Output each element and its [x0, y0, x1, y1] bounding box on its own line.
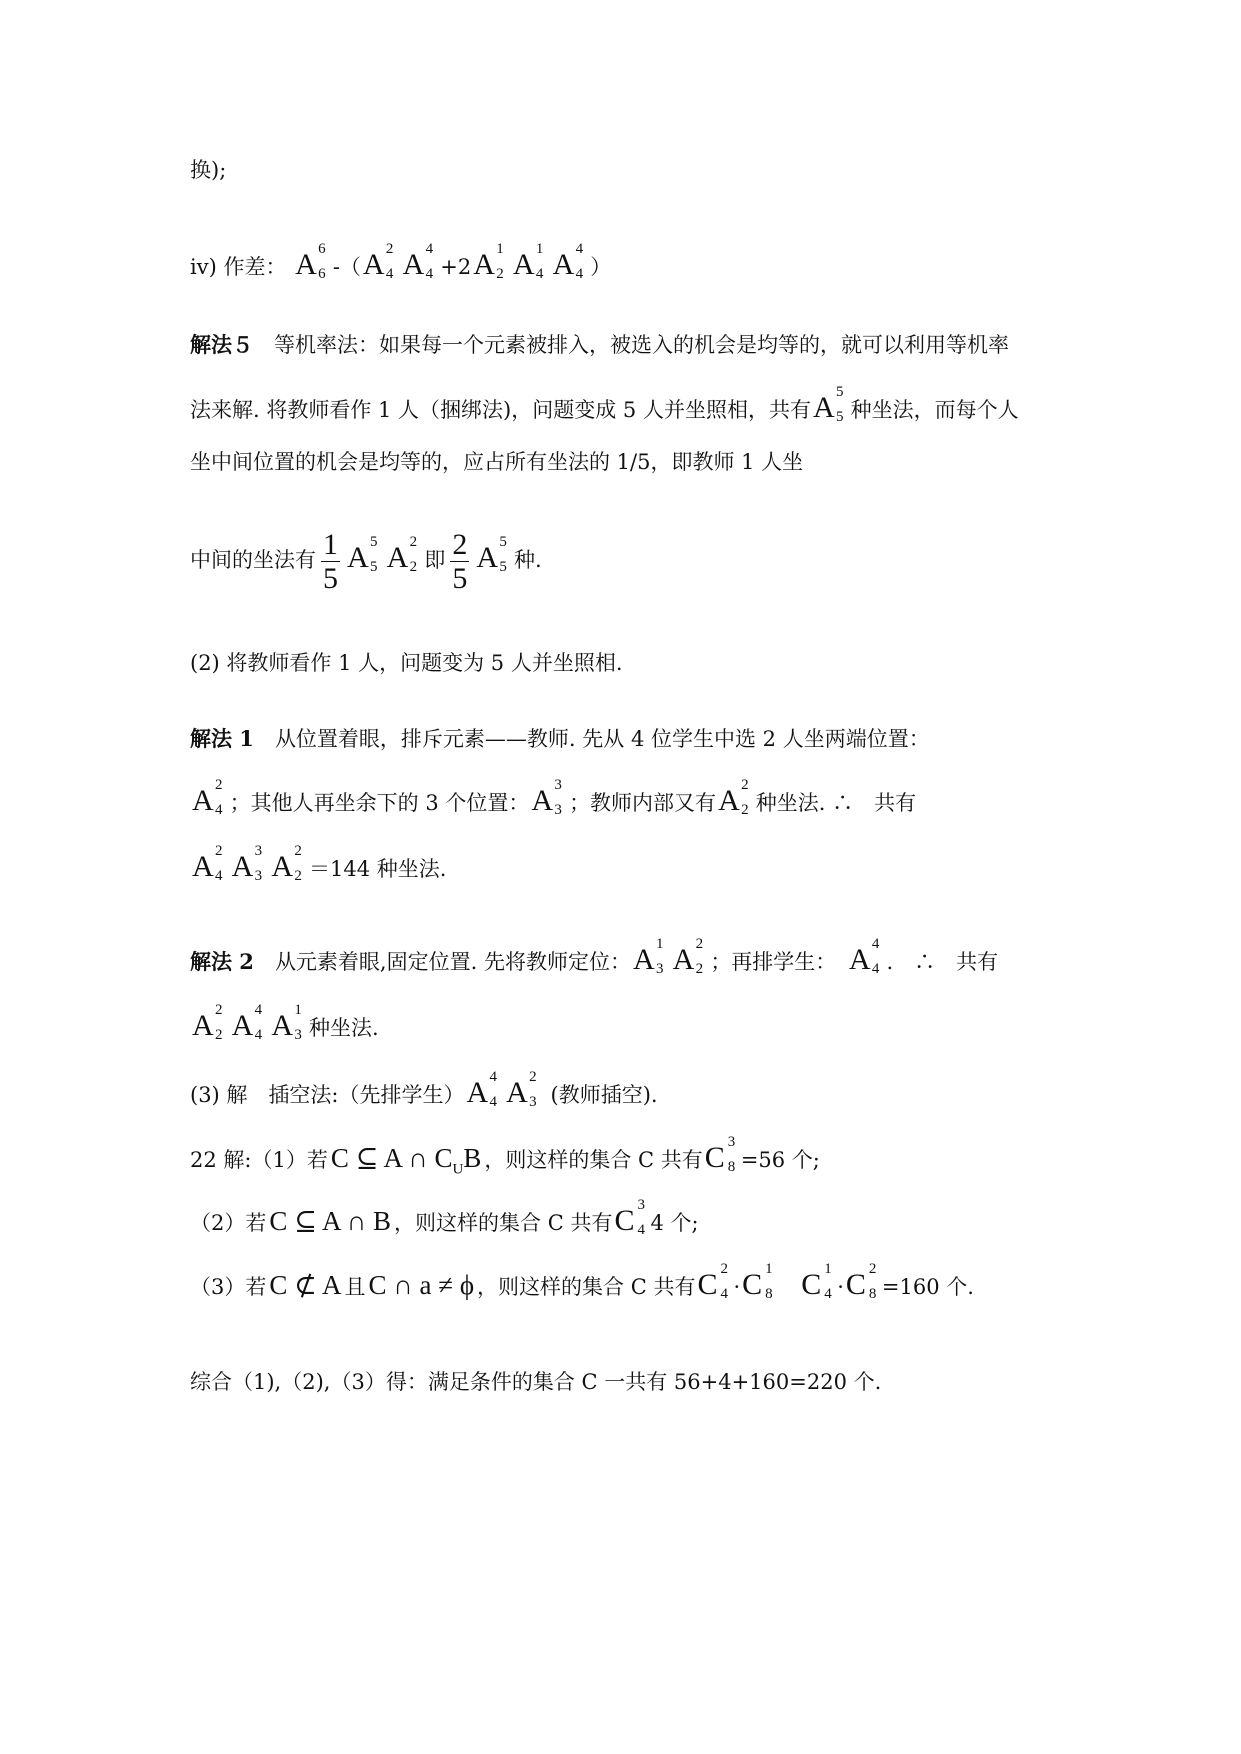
method5-line3: 坐中间位置的机会是均等的，应占所有坐法的 1/5，即教师 1 人坐 — [190, 450, 804, 474]
fraction-1-5: $\frac{1}{5}$ — [323, 528, 338, 595]
q22-line2: （2）若 C ⊆ A ∩ B ，则这样的集合 C 共有C 3 4 4 个; — [190, 1197, 699, 1238]
method5-line4: 中间的坐法有 $\frac{1}{5}$ A 5 5 A 2 2 即 $\frac{2}{5}$ A 5 5 种. — [190, 528, 542, 595]
fraction-2-5: $\frac{2}{5}$ — [452, 528, 468, 595]
part2-method1-line2: A 2 4 ；其他人再坐余下的 3 个位置：A 3 3 ；教师内部又有A 2 2 种坐法. ∴ 共有 — [192, 777, 917, 818]
method5-line2: 法来解. 将教师看作 1 人（捆绑法)，问题变成 5 人并坐照相，共有A 5 5 种坐法，而每个人 — [190, 384, 1019, 425]
part3-line: (3) 解 插空法:（先排学生）A 4 4 A 2 3 (教师插空). — [190, 1069, 658, 1110]
method2-title: 解法 2 — [190, 949, 254, 974]
line-continuation: 换); — [190, 158, 227, 182]
part2-method2-line2: A 2 2 A 4 4 A 1 3 种坐法. — [192, 1002, 379, 1043]
part2-intro: (2) 将教师看作 1 人，问题变为 5 人并坐照相. — [190, 651, 623, 675]
line-iv-difference: ⅳ) 作差： A 6 6 -（A 2 4 A 4 4 +2A 1 2 A 1 4 A 4 4 ） — [190, 241, 612, 282]
method1-title: 解法 1 — [190, 726, 254, 751]
part2-method1-line1: 解法 1 从位置着眼，排斥元素——教师. 先从 4 位学生中选 2 人坐两端位置： — [190, 726, 930, 751]
part2-method2-line1: 解法 2 从元素着眼,固定位置. 先将教师定位：A 1 3 A 2 2 ；再排学生： A 4 4 . ∴ 共有 — [190, 936, 999, 977]
formula-a66: A 6 6 — [295, 241, 326, 282]
summary-line: 综合（1),（2),（3）得：满足条件的集合 C 一共有 56+4+160=220 个. — [190, 1370, 882, 1394]
method5-title: 解法５ — [190, 332, 253, 357]
method5-heading-line: 解法５ 等机率法：如果每一个元素被排入，被选入的机会是均等的，就可以利用等机率 — [190, 332, 1009, 357]
part2-method1-line3: A 2 4 A 3 3 A 2 2 ＝144 种坐法. — [192, 843, 447, 884]
q22-line3: （3）若 C ⊄ A 且 C ∩ a ≠ ϕ ，则这样的集合 C 共有C 2 4 ·C 1 8 C 1 4 ·C 2 8 =160 个. — [190, 1261, 974, 1302]
q22-line1: 22 解:（1）若 C ⊆ A ∩ $C_UB$ ，则这样的集合 C 共有C 3 8 =56 个; — [190, 1134, 820, 1178]
